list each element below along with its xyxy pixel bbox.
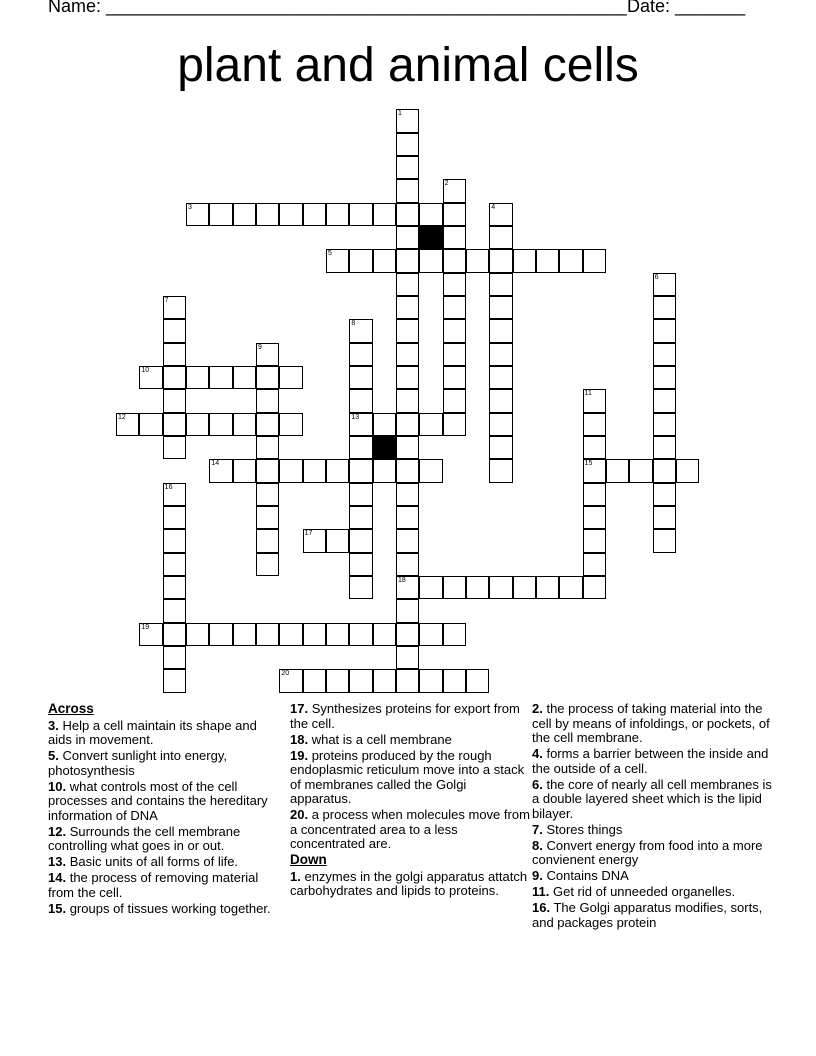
grid-cell[interactable]: [139, 366, 162, 389]
clue-number-label: 4: [491, 203, 496, 211]
clue-across-10: [48, 780, 278, 824]
clue-down-4: [532, 747, 772, 776]
grid-cell[interactable]: [443, 669, 466, 692]
grid-cell[interactable]: [256, 529, 279, 552]
clue-across-12: [48, 825, 278, 854]
grid-cell[interactable]: [163, 343, 186, 366]
grid-cell[interactable]: [349, 389, 372, 412]
grid-cell[interactable]: [443, 366, 466, 389]
grid-cell[interactable]: [396, 156, 419, 179]
grid-cell[interactable]: [396, 646, 419, 669]
grid-cell[interactable]: [419, 413, 442, 436]
clue-text: Contains DNA: [546, 868, 629, 883]
grid-cell[interactable]: [443, 296, 466, 319]
clue-number: 10.: [48, 778, 67, 794]
grid-cell[interactable]: [186, 366, 209, 389]
clue-across-13: [48, 855, 278, 870]
crossword-grid: [117, 110, 717, 710]
clue-number: 16.: [532, 900, 551, 915]
grid-cell[interactable]: [653, 483, 676, 506]
grid-cell[interactable]: [396, 669, 419, 692]
grid-cell[interactable]: [629, 459, 652, 482]
grid-cell[interactable]: [396, 483, 419, 506]
grid-cell[interactable]: [186, 413, 209, 436]
grid-cell[interactable]: [489, 366, 512, 389]
grid-cell[interactable]: [653, 366, 676, 389]
grid-cell[interactable]: [559, 249, 582, 272]
clue-number-label: 15: [584, 460, 593, 468]
grid-cell[interactable]: [583, 506, 606, 529]
grid-cell[interactable]: [349, 319, 372, 342]
grid-cell[interactable]: [349, 203, 372, 226]
grid-cell[interactable]: [163, 599, 186, 622]
grid-cell[interactable]: [373, 203, 396, 226]
grid-cell[interactable]: [443, 179, 466, 202]
clue-text: Synthesizes proteins for export from the cell.: [290, 701, 520, 731]
clue-number: 3.: [48, 717, 59, 733]
clue-number: 4.: [532, 746, 543, 761]
clue-number: 9.: [532, 868, 543, 883]
clue-number: 13.: [48, 854, 67, 869]
clue-across-15: [48, 902, 278, 917]
grid-cell[interactable]: [396, 273, 419, 296]
clue-across-18: [290, 733, 530, 748]
grid-cell[interactable]: [163, 296, 186, 319]
clue-number-label: 9: [257, 343, 262, 351]
grid-cell[interactable]: [326, 203, 349, 226]
grid-cell[interactable]: [583, 529, 606, 552]
grid-cell[interactable]: [466, 249, 489, 272]
clue-down-7: [532, 823, 772, 838]
clue-down-8: [532, 839, 772, 868]
grid-cell[interactable]: [653, 459, 676, 482]
grid-cell[interactable]: [489, 226, 512, 249]
clue-across-17: [290, 702, 530, 731]
grid-cell[interactable]: [489, 343, 512, 366]
clue-down-16: [532, 901, 772, 930]
grid-cell[interactable]: [349, 249, 372, 272]
grid-cell[interactable]: [256, 366, 279, 389]
grid-cell[interactable]: [419, 459, 442, 482]
grid-cell[interactable]: [256, 203, 279, 226]
clue-number: 11.: [532, 884, 550, 899]
grid-cell[interactable]: [256, 436, 279, 459]
clue-text: Basic units of all forms of life.: [69, 854, 239, 869]
grid-cell[interactable]: [419, 576, 442, 599]
grid-cell[interactable]: [396, 296, 419, 319]
grid-cell[interactable]: [163, 506, 186, 529]
grid-cell[interactable]: [326, 623, 349, 646]
clue-number: 19.: [290, 747, 309, 763]
grid-cell[interactable]: [163, 529, 186, 552]
grid-cell[interactable]: [163, 366, 186, 389]
grid-cell[interactable]: [396, 553, 419, 576]
grid-cell[interactable]: [443, 273, 466, 296]
grid-cell[interactable]: [489, 249, 512, 272]
grid-cell[interactable]: [443, 389, 466, 412]
grid-cell[interactable]: [536, 576, 559, 599]
grid-cell[interactable]: [653, 319, 676, 342]
grid-cell[interactable]: [349, 669, 372, 692]
clue-number-label: 14: [211, 460, 220, 468]
clue-number: 14.: [48, 870, 67, 885]
clue-down-11: [532, 885, 772, 900]
grid-cell[interactable]: [443, 203, 466, 226]
clue-text: groups of tissues working together.: [69, 900, 271, 916]
clue-across-19: [290, 749, 530, 807]
grid-cell[interactable]: [653, 506, 676, 529]
grid-cell[interactable]: [163, 436, 186, 459]
grid-cell[interactable]: [163, 389, 186, 412]
grid-cell[interactable]: [163, 483, 186, 506]
clue-number: 6.: [532, 776, 543, 792]
grid-cell[interactable]: [349, 366, 372, 389]
page-title: plant and animal cells: [177, 39, 639, 92]
grid-cell[interactable]: [396, 343, 419, 366]
grid-cell[interactable]: [489, 319, 512, 342]
grid-cell[interactable]: [373, 249, 396, 272]
grid-cell[interactable]: [163, 319, 186, 342]
grid-cell[interactable]: [396, 623, 419, 646]
grid-cell[interactable]: [489, 459, 512, 482]
grid-cell[interactable]: [419, 249, 442, 272]
grid-cell[interactable]: [373, 413, 396, 436]
clues-column-2: [290, 702, 530, 900]
grid-cell[interactable]: [396, 576, 419, 599]
date-field-label: Date: _______: [627, 0, 746, 16]
grid-cell[interactable]: [513, 249, 536, 272]
grid-cell[interactable]: [349, 506, 372, 529]
grid-cell[interactable]: [233, 459, 256, 482]
grid-cell[interactable]: [303, 459, 326, 482]
grid-cell[interactable]: [443, 343, 466, 366]
clue-text: forms a barrier between the inside and the outside of a cell.: [532, 746, 769, 776]
clue-text: Get rid of unneeded organelles.: [552, 884, 736, 899]
grid-cell[interactable]: [583, 413, 606, 436]
grid-cell[interactable]: [583, 459, 606, 482]
grid-cell[interactable]: [209, 413, 232, 436]
grid-cell[interactable]: [396, 599, 419, 622]
grid-cell[interactable]: [186, 623, 209, 646]
clue-number-label: 11: [584, 390, 592, 398]
grid-cell[interactable]: [443, 576, 466, 599]
clue-text: the process of removing material from the cell.: [48, 870, 259, 900]
grid-cell[interactable]: [489, 436, 512, 459]
clue-number: 8.: [532, 837, 543, 853]
grid-cell[interactable]: [583, 436, 606, 459]
clue-text: Stores things: [546, 821, 623, 837]
grid-cell[interactable]: [559, 576, 582, 599]
grid-cell[interactable]: [443, 413, 466, 436]
grid-cell[interactable]: [489, 576, 512, 599]
grid-cell[interactable]: [396, 179, 419, 202]
grid-cell[interactable]: [373, 669, 396, 692]
clue-text: enzymes in the golgi apparatus attatch carbohydrates and lipids to proteins.: [290, 868, 528, 898]
clue-text: Surrounds the cell membrane controlling what goes in or out.: [48, 823, 241, 853]
grid-cell[interactable]: [256, 459, 279, 482]
grid-cell[interactable]: [279, 459, 302, 482]
grid-cell[interactable]: [256, 413, 279, 436]
black-cell: [419, 226, 442, 249]
grid-cell[interactable]: [256, 483, 279, 506]
grid-cell[interactable]: [209, 366, 232, 389]
clue-number: 5.: [48, 748, 59, 763]
grid-cell[interactable]: [233, 366, 256, 389]
grid-cell[interactable]: [349, 483, 372, 506]
clue-down-1: [290, 870, 530, 899]
grid-cell[interactable]: [163, 576, 186, 599]
clue-text: The Golgi apparatus modifies, sorts, and packages protein: [532, 900, 763, 930]
grid-cell[interactable]: [466, 576, 489, 599]
grid-cell[interactable]: [466, 669, 489, 692]
grid-cell[interactable]: [419, 203, 442, 226]
clue-across-3: [48, 719, 278, 748]
clue-text: a process when molecules move from a concentrated area to a less concentrated are.: [290, 807, 530, 851]
clue-number-label: 13: [351, 413, 360, 421]
clue-number-label: 10: [141, 366, 150, 374]
grid-cell[interactable]: [653, 529, 676, 552]
grid-cell[interactable]: [209, 459, 232, 482]
grid-cell[interactable]: [349, 343, 372, 366]
clue-number: 1.: [290, 868, 301, 884]
down-heading: Down: [290, 852, 327, 867]
grid-cell[interactable]: [513, 576, 536, 599]
grid-cell[interactable]: [326, 459, 349, 482]
grid-cell[interactable]: [583, 483, 606, 506]
grid-cell[interactable]: [303, 529, 326, 552]
grid-cell[interactable]: [396, 203, 419, 226]
grid-cell[interactable]: [489, 273, 512, 296]
grid-cell[interactable]: [676, 459, 699, 482]
grid-cell[interactable]: [349, 413, 372, 436]
clue-number-label: 2: [444, 180, 449, 188]
grid-cell[interactable]: [489, 389, 512, 412]
clue-text: the core of nearly all cell membranes is a double layered sheet which is the lipid bilayer.: [532, 776, 772, 821]
grid-cell[interactable]: [536, 249, 559, 272]
clue-across-5: [48, 749, 278, 778]
grid-cell[interactable]: [396, 459, 419, 482]
clue-number: 12.: [48, 823, 67, 839]
grid-cell[interactable]: [349, 529, 372, 552]
grid-cell[interactable]: [653, 389, 676, 412]
grid-cell[interactable]: [256, 389, 279, 412]
grid-cell[interactable]: [443, 623, 466, 646]
clues-column-1: [48, 702, 278, 918]
grid-cell[interactable]: [396, 506, 419, 529]
grid-cell[interactable]: [233, 623, 256, 646]
grid-cell[interactable]: [396, 226, 419, 249]
grid-cell[interactable]: [443, 249, 466, 272]
grid-cell[interactable]: [163, 413, 186, 436]
clue-across-20: [290, 808, 530, 852]
clue-number: 18.: [290, 731, 309, 747]
clue-number-label: 19: [141, 623, 150, 631]
grid-cell[interactable]: [583, 249, 606, 272]
grid-cell[interactable]: [443, 319, 466, 342]
clue-number: 15.: [48, 900, 67, 916]
grid-cell[interactable]: [233, 413, 256, 436]
grid-cell[interactable]: [279, 623, 302, 646]
grid-cell[interactable]: [653, 343, 676, 366]
name-field-label: Name: ____________________________________________________: [48, 0, 627, 16]
grid-cell[interactable]: [209, 203, 232, 226]
grid-cell[interactable]: [256, 623, 279, 646]
grid-cell[interactable]: [419, 669, 442, 692]
clue-text: what is a cell membrane: [311, 731, 452, 747]
grid-cell[interactable]: [186, 203, 209, 226]
grid-cell[interactable]: [396, 389, 419, 412]
grid-cell[interactable]: [396, 413, 419, 436]
grid-cell[interactable]: [583, 389, 606, 412]
grid-cell[interactable]: [373, 623, 396, 646]
clue-number-label: 16: [164, 483, 173, 491]
clue-text: Help a cell maintain its shape and aids in movement.: [48, 717, 257, 747]
clues-column-3: [532, 702, 772, 932]
grid-cell[interactable]: [396, 249, 419, 272]
clue-down-9: [532, 869, 772, 884]
grid-cell[interactable]: [396, 319, 419, 342]
grid-cell[interactable]: [256, 553, 279, 576]
grid-cell[interactable]: [163, 669, 186, 692]
clue-number: 7.: [532, 821, 543, 837]
clue-text: proteins produced by the rough endoplasmic reticulum move into a stack of membranes called the Golgi apparatus.: [290, 747, 525, 806]
grid-cell[interactable]: [396, 436, 419, 459]
grid-cell[interactable]: [303, 203, 326, 226]
clue-number-label: 8: [351, 320, 356, 328]
across-heading: Across: [48, 701, 94, 716]
grid-cell[interactable]: [116, 413, 139, 436]
clue-number-label: 7: [164, 296, 169, 304]
grid-cell[interactable]: [326, 529, 349, 552]
grid-cell[interactable]: [419, 623, 442, 646]
grid-cell[interactable]: [233, 203, 256, 226]
grid-cell[interactable]: [209, 623, 232, 646]
grid-cell[interactable]: [279, 203, 302, 226]
grid-cell[interactable]: [303, 669, 326, 692]
clue-number-label: 6: [654, 273, 659, 281]
clue-text: the process of taking material into the cell by means of infoldings, or pockets, of the cell membrane.: [532, 701, 770, 745]
grid-cell[interactable]: [653, 436, 676, 459]
grid-cell[interactable]: [349, 553, 372, 576]
grid-cell[interactable]: [373, 459, 396, 482]
grid-cell[interactable]: [396, 366, 419, 389]
clue-number-label: 3: [188, 203, 192, 211]
clue-number-label: 1: [397, 110, 402, 118]
clue-number: 20.: [290, 807, 309, 822]
clue-text: what controls most of the cell processes and contains the hereditary information of DNA: [48, 778, 268, 823]
grid-cell[interactable]: [583, 553, 606, 576]
grid-cell[interactable]: [279, 413, 302, 436]
grid-cell[interactable]: [653, 273, 676, 296]
grid-cell[interactable]: [163, 623, 186, 646]
clue-down-2: [532, 702, 772, 746]
black-cell: [373, 436, 396, 459]
clue-number-label: 5: [327, 250, 332, 258]
grid-cell[interactable]: [489, 413, 512, 436]
grid-cell[interactable]: [606, 459, 629, 482]
grid-cell[interactable]: [653, 296, 676, 319]
clue-number-label: 12: [118, 413, 126, 421]
grid-cell[interactable]: [583, 576, 606, 599]
clue-down-6: [532, 778, 772, 822]
grid-cell[interactable]: [326, 249, 349, 272]
grid-cell[interactable]: [326, 669, 349, 692]
grid-cell[interactable]: [349, 576, 372, 599]
grid-cell[interactable]: [349, 623, 372, 646]
grid-cell[interactable]: [139, 623, 162, 646]
grid-cell[interactable]: [396, 133, 419, 156]
clue-number-label: 17: [304, 530, 313, 538]
clue-text: Convert energy from food into a more convienent energy: [532, 837, 763, 867]
grid-cell[interactable]: [443, 226, 466, 249]
grid-cell[interactable]: [256, 506, 279, 529]
grid-cell[interactable]: [653, 413, 676, 436]
grid-cell[interactable]: [279, 669, 302, 692]
grid-cell[interactable]: [303, 623, 326, 646]
grid-cell[interactable]: [349, 459, 372, 482]
grid-cell[interactable]: [396, 529, 419, 552]
grid-cell[interactable]: [163, 553, 186, 576]
grid-cell[interactable]: [256, 343, 279, 366]
clue-number: 17.: [290, 701, 309, 716]
grid-cell[interactable]: [139, 413, 162, 436]
grid-cell[interactable]: [396, 109, 419, 132]
clue-number: 2.: [532, 701, 543, 716]
clue-number-label: 20: [281, 670, 290, 678]
grid-cell[interactable]: [489, 203, 512, 226]
grid-cell[interactable]: [279, 366, 302, 389]
clue-number-label: 18: [397, 576, 406, 584]
clue-text: Convert sunlight into energy, photosynthesis: [48, 748, 227, 778]
grid-cell[interactable]: [163, 646, 186, 669]
grid-cell[interactable]: [349, 436, 372, 459]
grid-cell[interactable]: [489, 296, 512, 319]
clue-across-14: [48, 871, 278, 900]
